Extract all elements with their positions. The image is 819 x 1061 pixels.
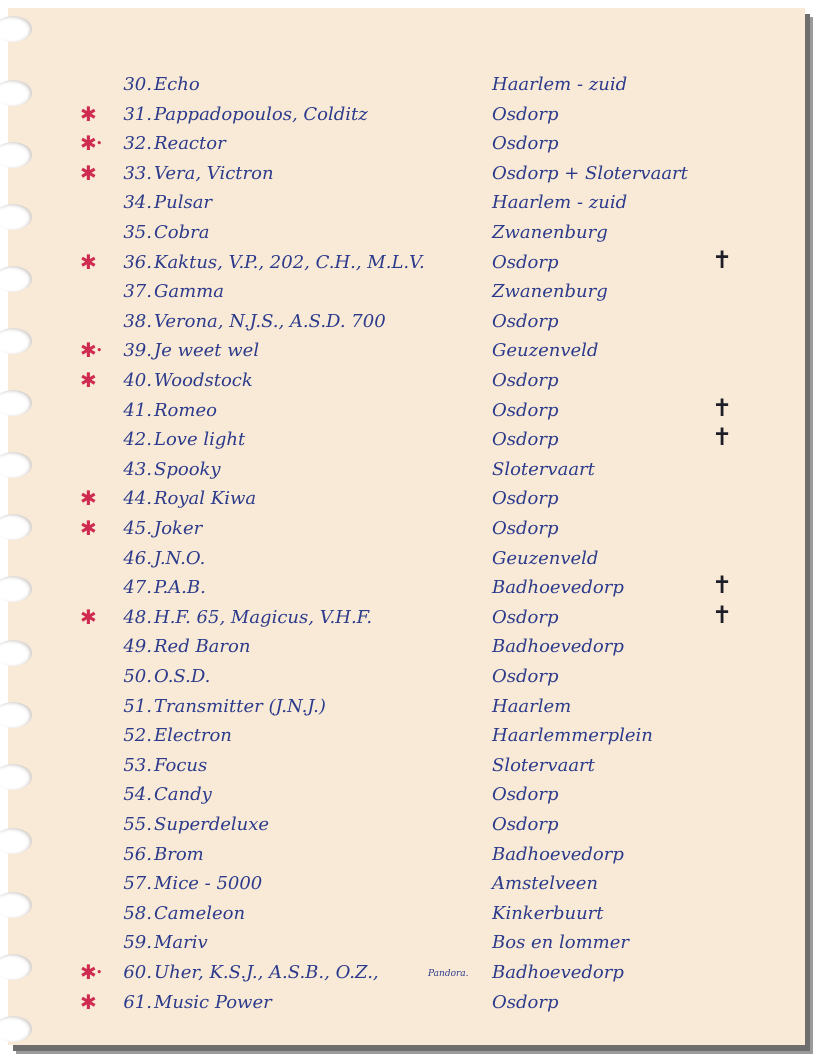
list-item bbox=[8, 632, 805, 661]
asterisk-mark-icon: ✱ bbox=[80, 989, 97, 1014]
asterisk-mark-icon: ✱ bbox=[80, 604, 97, 629]
entry-name: Reactor bbox=[154, 133, 226, 155]
entry-name: Pulsar bbox=[154, 192, 213, 214]
entry-place: Osdorp bbox=[492, 606, 559, 628]
cross-mark-icon: ✝ bbox=[712, 393, 733, 422]
entry-name: J.N.O. bbox=[154, 547, 206, 569]
entry-name: Red Baron bbox=[154, 636, 251, 658]
entry-place: Geuzenveld bbox=[492, 547, 599, 569]
entry-place: Zwanenburg bbox=[492, 281, 608, 303]
entry-name: Brom bbox=[154, 843, 204, 865]
entry-name: Uher, K.S.J., A.S.B., O.Z., bbox=[154, 962, 379, 983]
entry-place: Osdorp bbox=[492, 429, 559, 451]
entry-name: Je weet wel bbox=[154, 340, 260, 362]
entry-place: Badhoevedorp bbox=[492, 962, 624, 983]
binder-hole bbox=[0, 16, 32, 42]
list-item bbox=[8, 899, 805, 928]
entry-number: 47. bbox=[123, 577, 152, 599]
entry-place: Osdorp bbox=[492, 784, 559, 806]
list-item bbox=[8, 988, 805, 1017]
entry-place: Osdorp bbox=[492, 814, 559, 835]
entry-number: 32. bbox=[123, 133, 152, 155]
asterisk-mark-icon: ✱ bbox=[80, 368, 97, 392]
cross-mark-icon: ✝ bbox=[712, 600, 733, 629]
entry-place: Osdorp bbox=[492, 310, 559, 332]
list-item bbox=[8, 336, 805, 365]
list-item bbox=[8, 692, 805, 721]
list-item bbox=[8, 188, 805, 217]
entry-name: Kaktus, V.P., 202, C.H., M.L.V. bbox=[154, 251, 425, 273]
entry-name: O.S.D. bbox=[154, 666, 211, 687]
entry-place: Haarlem - zuid bbox=[492, 192, 628, 214]
entry-name: Woodstock bbox=[154, 370, 253, 391]
entry-number: 38. bbox=[123, 310, 152, 332]
entry-place: Osdorp bbox=[492, 518, 559, 539]
entry-place: Badhoevedorp bbox=[492, 577, 624, 599]
entry-place: Geuzenveld bbox=[492, 340, 599, 362]
entry-place: Osdorp bbox=[492, 251, 559, 273]
entry-number: 34. bbox=[123, 192, 152, 214]
entry-name: Mariv bbox=[154, 932, 208, 954]
entry-number: 41. bbox=[123, 399, 152, 421]
list-item bbox=[8, 129, 805, 158]
entry-name: Music Power bbox=[154, 991, 272, 1013]
entry-number: 60. bbox=[123, 962, 152, 983]
list-item bbox=[8, 869, 805, 898]
entry-number: 44. bbox=[123, 488, 152, 510]
entry-number: 56. bbox=[123, 843, 152, 865]
entry-name: Cobra bbox=[154, 222, 210, 243]
list-item bbox=[8, 307, 805, 336]
entry-number: 45. bbox=[123, 518, 152, 539]
entry-name: Verona, N.J.S., A.S.D. 700 bbox=[154, 310, 386, 332]
list-item bbox=[8, 662, 805, 691]
entry-name: P.A.B. bbox=[154, 577, 206, 599]
list-item bbox=[8, 573, 805, 602]
entry-number: 52. bbox=[123, 725, 152, 747]
list-item bbox=[8, 928, 805, 957]
entry-place: Osdorp + Slotervaart bbox=[492, 162, 688, 184]
entry-number: 58. bbox=[123, 902, 152, 924]
cross-mark-icon: ✝ bbox=[712, 571, 733, 600]
entry-name: H.F. 65, Magicus, V.H.F. bbox=[154, 606, 373, 628]
list-item bbox=[8, 245, 805, 277]
dot-mark-icon: • bbox=[96, 344, 103, 358]
entry-number: 50. bbox=[123, 666, 152, 687]
entry-name: Superdeluxe bbox=[154, 814, 270, 835]
entry-number: 46. bbox=[123, 547, 152, 569]
list-item bbox=[8, 277, 805, 306]
entry-name: Spooky bbox=[154, 458, 221, 480]
entry-place: Badhoevedorp bbox=[492, 636, 624, 658]
entry-place: Haarlem - zuid bbox=[492, 74, 628, 95]
entry-place: Zwanenburg bbox=[492, 222, 608, 243]
entry-name: Joker bbox=[154, 518, 203, 539]
entry-place: Slotervaart bbox=[492, 458, 595, 480]
entry-place: Osdorp bbox=[492, 399, 559, 421]
list-item bbox=[8, 958, 805, 987]
list-item bbox=[8, 159, 805, 188]
list-item bbox=[8, 544, 805, 573]
entry-name: Echo bbox=[154, 74, 200, 95]
asterisk-mark-icon: ✱ bbox=[80, 516, 97, 540]
entry-place: Bos en lommer bbox=[492, 932, 629, 954]
asterisk-mark-icon: ✱ bbox=[80, 249, 97, 274]
entry-number: 43. bbox=[123, 458, 152, 480]
list-item bbox=[8, 840, 805, 869]
entry-number: 49. bbox=[123, 636, 152, 658]
cross-mark-icon: ✝ bbox=[712, 423, 733, 452]
entry-note: Pandora. bbox=[428, 969, 469, 979]
dot-mark-icon: • bbox=[96, 966, 103, 979]
dot-mark-icon: • bbox=[96, 137, 103, 151]
entry-number: 40. bbox=[123, 370, 152, 391]
list-item bbox=[8, 393, 805, 425]
entry-place: Amstelveen bbox=[492, 873, 599, 895]
asterisk-mark-icon: ✱ bbox=[80, 101, 97, 126]
list-item bbox=[8, 810, 805, 839]
entry-name: Mice - 5000 bbox=[154, 873, 263, 895]
entry-number: 42. bbox=[123, 429, 152, 451]
asterisk-mark-icon: ✱ bbox=[80, 486, 97, 511]
entry-name: Gamma bbox=[154, 281, 224, 303]
entry-number: 57. bbox=[123, 873, 152, 895]
entry-name: Vera, Victron bbox=[154, 162, 274, 184]
entry-number: 53. bbox=[123, 754, 152, 776]
entry-place: Haarlemmerplein bbox=[492, 725, 653, 747]
list-item bbox=[8, 366, 805, 395]
list-item bbox=[8, 780, 805, 809]
asterisk-mark-icon: ✱ bbox=[80, 131, 97, 156]
entry-place: Osdorp bbox=[492, 133, 559, 155]
entry-place: Osdorp bbox=[492, 103, 559, 125]
entry-number: 59. bbox=[123, 932, 152, 954]
list-item bbox=[8, 721, 805, 750]
entry-name: Electron bbox=[154, 725, 232, 747]
entry-name: Cameleon bbox=[154, 902, 246, 924]
binder-hole bbox=[0, 1016, 32, 1042]
entry-name: Royal Kiwa bbox=[154, 488, 257, 510]
entry-place: Osdorp bbox=[492, 666, 559, 687]
asterisk-mark-icon: ✱ bbox=[80, 338, 97, 363]
entry-name: Focus bbox=[154, 754, 208, 776]
entry-number: 36. bbox=[123, 251, 152, 273]
entry-name: Love light bbox=[154, 429, 246, 451]
entry-number: 54. bbox=[123, 784, 152, 806]
entry-number: 48. bbox=[123, 606, 152, 628]
entry-name: Pappadopoulos, Colditz bbox=[154, 103, 368, 125]
entry-place: Slotervaart bbox=[492, 754, 595, 776]
entry-number: 55. bbox=[123, 814, 152, 835]
entry-name: Romeo bbox=[154, 399, 217, 421]
entry-place: Haarlem bbox=[492, 695, 572, 717]
asterisk-mark-icon: ✱ bbox=[80, 160, 97, 185]
entry-place: Osdorp bbox=[492, 991, 559, 1013]
list-item bbox=[8, 484, 805, 513]
entry-name: Candy bbox=[154, 784, 212, 806]
entry-place: Kinkerbuurt bbox=[492, 902, 604, 924]
cross-mark-icon: ✝ bbox=[712, 245, 733, 274]
list-item bbox=[8, 600, 805, 632]
entry-name: Transmitter (J.N.J.) bbox=[154, 695, 326, 717]
list-item bbox=[8, 100, 805, 129]
list-item bbox=[8, 425, 805, 454]
list-item bbox=[8, 218, 805, 247]
list-item bbox=[8, 514, 805, 543]
asterisk-mark-icon: ✱ bbox=[80, 960, 97, 984]
entry-number: 30. bbox=[123, 74, 152, 95]
list-item bbox=[8, 455, 805, 484]
notebook-page bbox=[8, 8, 805, 1045]
entry-number: 33. bbox=[123, 162, 152, 184]
entry-number: 61. bbox=[123, 991, 152, 1013]
list-item bbox=[8, 751, 805, 780]
entry-number: 37. bbox=[123, 281, 152, 303]
entry-place: Osdorp bbox=[492, 488, 559, 510]
entry-place: Osdorp bbox=[492, 370, 559, 391]
entry-place: Badhoevedorp bbox=[492, 843, 624, 865]
list-item bbox=[8, 70, 805, 99]
entry-number: 31. bbox=[123, 103, 152, 125]
entry-number: 35. bbox=[123, 222, 152, 243]
entry-number: 51. bbox=[123, 695, 152, 717]
entry-number: 39. bbox=[123, 340, 152, 362]
